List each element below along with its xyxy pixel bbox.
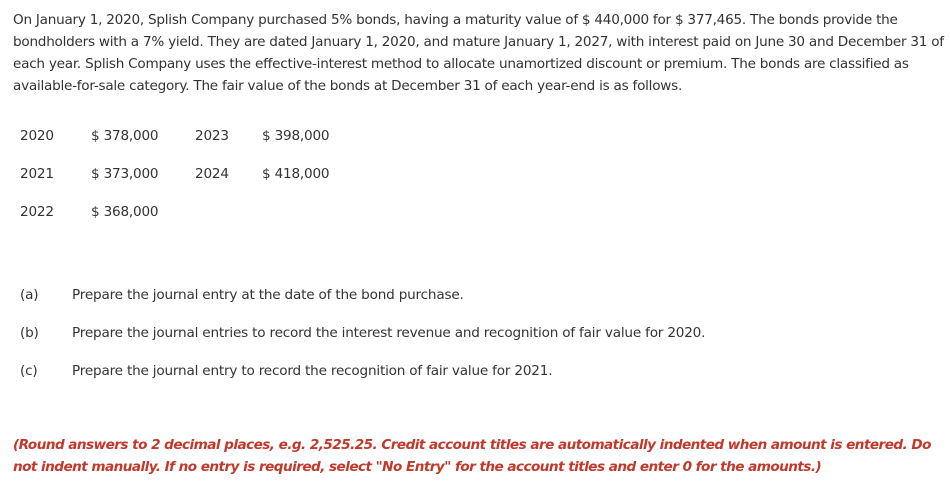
part-text: Prepare the journal entries to record the interest revenue and recognition of fair value for 2020.: [72, 325, 706, 341]
fair-value-year: 2024: [195, 166, 229, 182]
fair-value-year: 2021: [20, 166, 54, 182]
fair-value-year: 2022: [20, 204, 54, 220]
part-letter: (c): [20, 363, 38, 379]
fair-value-amount: $ 373,000: [91, 166, 159, 182]
fair-value-year: 2020: [20, 128, 54, 144]
fair-value-year: 2023: [195, 128, 229, 144]
fair-value-amount: $ 378,000: [91, 128, 159, 144]
part-letter: (b): [20, 325, 39, 341]
part-text: Prepare the journal entry at the date of the bond purchase.: [72, 287, 464, 303]
rounding-instructions: (Round answers to 2 decimal places, e.g. 2,525.25. Credit account titles are automatically indented when amount is entered. Do not indent manually. If no entry is required, select "No Entry" for the account titles and enter 0 for the amounts.): [13, 437, 931, 475]
fair-value-amount: $ 418,000: [262, 166, 330, 182]
fair-value-amount: $ 368,000: [91, 204, 159, 220]
part-text: Prepare the journal entry to record the recognition of fair value for 2021.: [72, 363, 553, 379]
problem-statement: On January 1, 2020, Splish Company purchased 5% bonds, having a maturity value of $ 440,000 for $ 377,465. The bonds provide the bondholders with a 7% yield. They are dated January 1, 2020, and mature January 1, 2027, with interest paid on June 30 and December 31 of each year. Splish Company uses the effective-interest method to allocate unamortized discount or premium. The bonds are classified as available-for-sale category. The fair value of the bonds at December 31 of each year-end is as follows.: [13, 12, 944, 94]
fair-value-amount: $ 398,000: [262, 128, 330, 144]
part-letter: (a): [20, 287, 39, 303]
